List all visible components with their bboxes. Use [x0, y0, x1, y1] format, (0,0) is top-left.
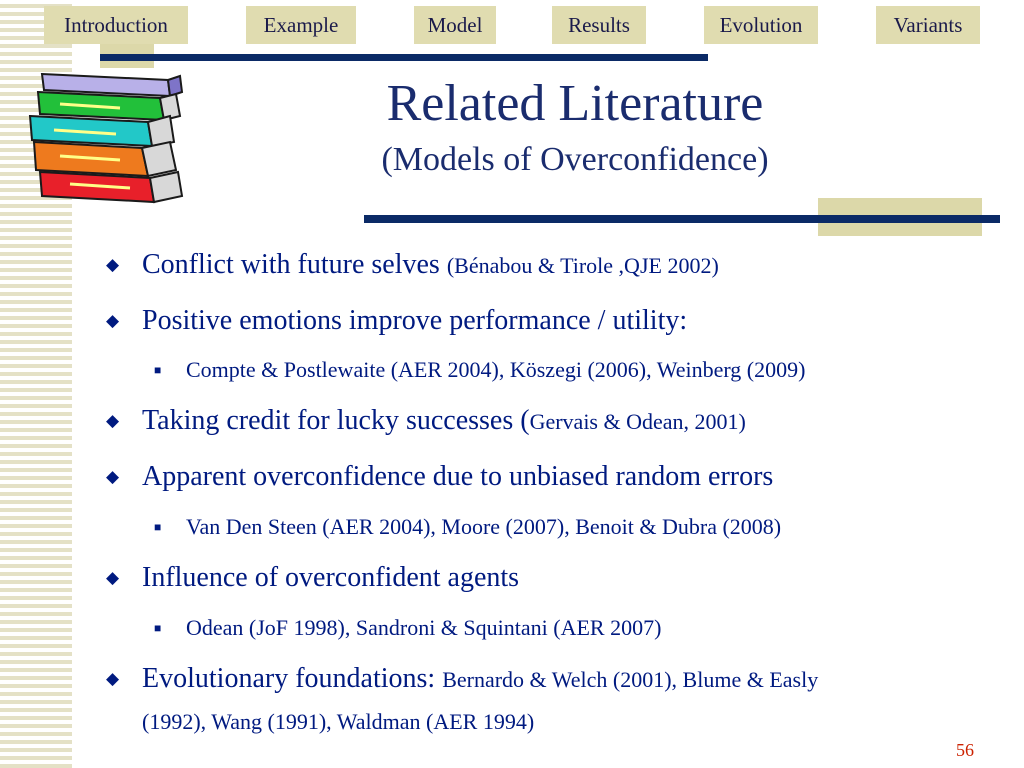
- bullet-item: [106, 404, 1002, 439]
- bullet-item: [106, 662, 1002, 697]
- bullet-continuation: [142, 708, 1002, 736]
- slide-subtitle: (Models of Overconfidence): [381, 141, 769, 178]
- sub-bullet-text: Van Den Steen (AER 2004), Moore (2007), Benoit & Dubra (2008): [186, 514, 782, 539]
- tab-example[interactable]: Example: [246, 6, 356, 44]
- tab-results[interactable]: Results: [552, 6, 646, 44]
- diamond-bullet-icon: ◆: [106, 467, 120, 486]
- sub-bullet-item: [154, 513, 1006, 541]
- bullet-item: [106, 561, 1002, 595]
- bullet-text: Evolutionary foundations:: [142, 663, 443, 694]
- bullet-text: Positive emotions improve performance / utility:: [142, 305, 688, 336]
- bullet-citation: Bernardo & Welch (2001), Blume & Easly: [442, 667, 819, 692]
- sub-bullet-text: Compte & Postlewaite (AER 2004), Köszegi (2006), Weinberg (2009): [186, 357, 806, 382]
- books-stack-icon: [20, 68, 185, 208]
- square-bullet-icon: ■: [154, 520, 162, 534]
- bullet-citation: Gervais & Odean, 2001): [529, 409, 746, 434]
- bullet-text: Conflict with future selves: [142, 249, 447, 280]
- sub-bullet-text: Odean (JoF 1998), Sandroni & Squintani (AER 2007): [186, 615, 662, 640]
- bullet-item: [106, 460, 1002, 494]
- bullet-citation: (1992), Wang (1991), Waldman (AER 1994): [142, 709, 535, 734]
- tab-introduction[interactable]: Introduction: [44, 6, 188, 44]
- bullet-item: [106, 304, 1002, 338]
- diamond-bullet-icon: ◆: [106, 255, 120, 274]
- square-bullet-icon: ■: [154, 621, 162, 635]
- tab-variants[interactable]: Variants: [876, 6, 980, 44]
- diamond-bullet-icon: ◆: [106, 669, 120, 688]
- square-bullet-icon: ■: [154, 363, 162, 377]
- bullet-text: Taking credit for lucky successes (: [142, 405, 530, 436]
- diamond-bullet-icon: ◆: [106, 568, 120, 587]
- diamond-bullet-icon: ◆: [106, 411, 120, 430]
- tab-model[interactable]: Model: [414, 6, 496, 44]
- bullet-text: Influence of overconfident agents: [142, 562, 520, 593]
- page-number: 56: [956, 740, 974, 760]
- sub-bullet-item: [154, 614, 1006, 642]
- bullet-text: Apparent overconfidence due to unbiased random errors: [142, 461, 774, 492]
- bullet-item: [106, 248, 1002, 283]
- diamond-bullet-icon: ◆: [106, 311, 120, 330]
- top-divider-bar: [100, 54, 708, 61]
- tab-evolution[interactable]: Evolution: [704, 6, 818, 44]
- slide-title: Related Literature: [386, 75, 764, 132]
- sub-bullet-item: [154, 356, 1006, 384]
- title-divider-bar: [364, 215, 1000, 223]
- bullet-citation: (Bénabou & Tirole ,QJE 2002): [446, 253, 719, 278]
